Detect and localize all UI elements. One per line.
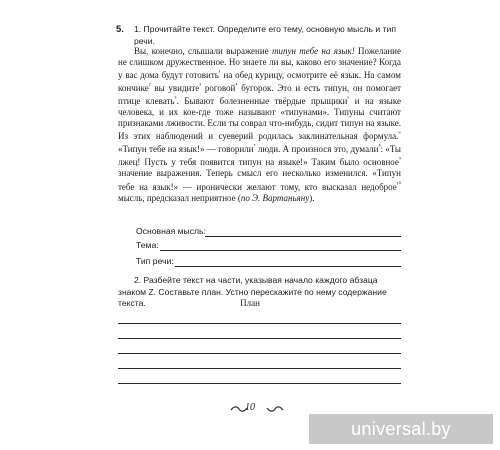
- text-run: значение выражения. Теперь смысл его несколько изменился. «Типун тебе на язык!» — иронически желают тому, кто высказал недоброе: [118, 168, 401, 192]
- plan-line-4[interactable]: [118, 368, 401, 369]
- footnote-marker: ⁸: [378, 144, 381, 151]
- plan-line-1[interactable]: [118, 323, 401, 324]
- footnote-marker: ¹⁰: [396, 181, 401, 188]
- footnote-marker: ¹: [218, 70, 221, 77]
- text-run: бугорок. Это и есть типун, он помогает птице клевать: [118, 83, 402, 107]
- theme-answer-line[interactable]: [160, 250, 401, 251]
- text-run: Вы, конечно, слышали выражение: [134, 46, 272, 56]
- plan-line-3[interactable]: [118, 353, 401, 354]
- footnote-marker: ³: [199, 83, 202, 90]
- page-number: 10: [245, 402, 255, 413]
- text-run: вы увидите: [150, 83, 200, 94]
- main-idea-label: Основная мысль:: [136, 226, 206, 236]
- story-text: [118, 46, 401, 204]
- footnote-marker: ʷ: [398, 131, 401, 138]
- text-run: . Бывают болезненные твёрдые прыщики: [176, 96, 348, 107]
- footnote-marker: ⁷: [253, 144, 256, 151]
- speech-type-answer-line[interactable]: [175, 266, 401, 267]
- text-run: и на языке человека, и их кое-где тоже называют «типунами». Типуны считают признаками лживости. Если ты соврал что-нибудь, сидит типун на языке. Из этих наблюдений и суеверий родилась заклинательная формула.: [118, 96, 401, 142]
- text-run: ).: [309, 192, 315, 203]
- text-run: «Типун тебе на язык!» — говорили: [118, 144, 254, 155]
- footnote-marker: ⁵: [174, 96, 177, 103]
- plan-line-2[interactable]: [118, 338, 401, 339]
- text-run: : «Ты лжец! Пусть у тебя появится типун на языке!» Таким было основное: [118, 144, 401, 168]
- footnote-marker: ⁴: [235, 83, 238, 90]
- text-run: Пожелание не слишком дружественное. Но знаете ли вы, каково его значение? Когда у вас дома будут готовить: [118, 46, 401, 81]
- speech-type-label: Тип речи:: [136, 256, 174, 266]
- italic-phrase: типун тебе на язык!: [271, 46, 355, 56]
- plan-title: План: [240, 298, 260, 308]
- italic-phrase: по Э. Вартаньяну: [240, 192, 310, 203]
- text-run: мысль, предсказал неприятное (: [118, 192, 241, 203]
- main-idea-answer-line[interactable]: [205, 236, 401, 237]
- theme-label: Тема:: [136, 240, 159, 250]
- text-run: на обед курицу, осмотрите её язык. На самом кончике: [118, 70, 402, 94]
- watermark: universal.by: [309, 414, 493, 444]
- task-1-instruction: 1. Прочитайте текст. Определите его тему, основную мысль и тип речи.: [134, 24, 396, 46]
- exercise-number: 5.: [116, 24, 124, 35]
- plan-line-5[interactable]: [118, 383, 401, 384]
- footnote-marker: ⁹: [398, 157, 401, 164]
- footnote-marker: ⁶: [347, 96, 350, 103]
- task-2-instruction: 2. Разбейте текст на части, указывая начало каждого абзаца знаком Z. Составьте план. Устно перескажите по нему содержание текста.: [118, 275, 387, 309]
- text-run: роговой: [201, 83, 236, 94]
- footnote-marker: ²: [148, 83, 151, 90]
- page-number-ornament-right: [266, 405, 284, 413]
- text-run: люди. А произнося это, думали: [255, 144, 379, 155]
- story-paragraph: [118, 46, 401, 204]
